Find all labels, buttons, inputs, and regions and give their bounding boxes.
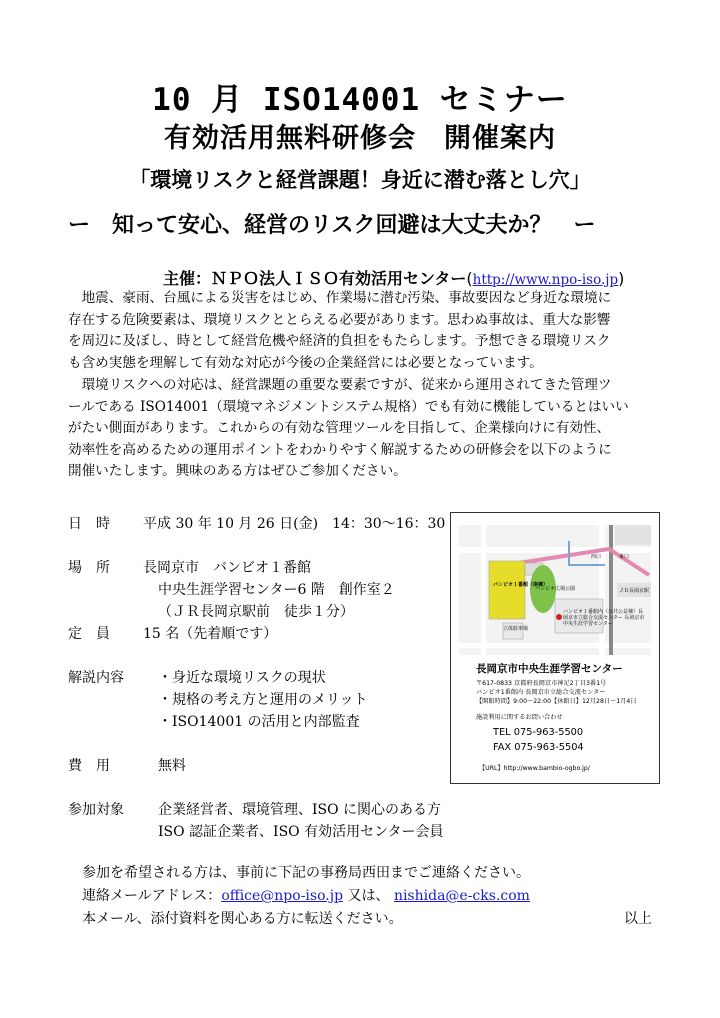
title-seminar: 10 月 ISO14001 セミナー xyxy=(152,82,568,118)
intro-line: 環境リスクへの対応は、経営課題の重要な要素ですが、従来から運用されてきた管理ツ xyxy=(68,377,612,393)
subtitle: ー 知って安心、経営のリスク回避は大丈夫か？ ー xyxy=(68,213,596,238)
access-map-box xyxy=(450,512,660,784)
footer-contact-line: 参加を希望される方は、事前に下記の事務局西田までご連絡ください。 xyxy=(82,865,530,881)
fee-label: 費 用 xyxy=(68,758,110,774)
map-label-parking: 立体駐車場 xyxy=(503,626,529,632)
intro-line: 開催いたします。興味のある方はぜひご参加ください。 xyxy=(68,463,407,480)
host-line xyxy=(163,266,624,289)
title-theme: 「環境リスクと経営課題！身近に潜む落とし穴」 xyxy=(129,168,591,192)
map-inquiry: 施設利用に関するお問い合わせ xyxy=(476,714,563,721)
mail-link-nishida[interactable]: nishida@e-cks.com xyxy=(393,888,530,904)
map-label-station: ＪＲ長岡京駅 xyxy=(619,588,650,594)
intro-line: 効率性を高めるための運用ポイントをわかりやすく解説するための研修会を以下のように xyxy=(68,441,612,458)
map-fax: FAX 075-963-5504 xyxy=(493,742,584,753)
map-center-name: 長岡京市中央生涯学習センター xyxy=(476,663,623,675)
map-label-center: バンビオ１番館内（公共公益棟）長岡京市立総合交流センター 長岡京市中央生涯学習センター xyxy=(563,609,645,627)
intro-paragraph-2 xyxy=(68,375,660,483)
footer-mail-line xyxy=(82,885,530,905)
map-postal: 〒617-0833 京都府長岡京市神足2丁目3番1号 xyxy=(476,680,607,687)
mail-label: 連絡メールアドレス： xyxy=(82,888,222,904)
intro-line: がたい側面があります。これからの有効な管理ツールを目指して、企業様向けに有効性、 xyxy=(68,420,611,437)
title-guidance: 有効活用無料研修会 開催案内 xyxy=(164,123,556,154)
content-item: ・ISO14001 の活用と内部監査 xyxy=(158,714,360,730)
intro-line: も含め実態を理解して有効な対応が今後の企業経営には必要となっています。 xyxy=(68,354,543,371)
map-label-bambio2: バンビオ広場公園 xyxy=(535,586,576,592)
target-label: 参加対象 xyxy=(68,802,124,818)
map-label-west-exit: 西口 xyxy=(591,554,602,560)
footer-forward-line: 本メール、添付資料を関心ある方に転送ください。 xyxy=(82,911,403,927)
place-label: 場 所 xyxy=(68,560,110,576)
date-value: 平成 30 年 10 月 26 日(金) 14：30～16：30 xyxy=(143,516,446,532)
paren-open: ( xyxy=(466,269,473,288)
place-line: （ＪＲ長岡京駅前 徒歩１分） xyxy=(158,604,354,620)
map-hours: 【開館時間】9:00～22:00【休館日】12月28日～1月4日 xyxy=(476,698,637,705)
mail-or: 又は、 xyxy=(343,888,394,904)
host-label: 主催：ＮＰＯ法人ＩＳＯ有効活用センター xyxy=(163,269,467,288)
intro-line: 存在する危険要素は、環境リスクととらえる必要があります。思わぬ事故は、重大な影響 xyxy=(68,311,611,328)
capacity-label: 定 員 xyxy=(68,626,110,642)
date-label: 日 時 xyxy=(68,516,110,532)
map-label-east-exit: 東口 xyxy=(619,554,630,560)
fee-value: 無料 xyxy=(158,758,186,774)
access-map xyxy=(459,525,651,655)
intro-line: 地震、豪雨、台風による災害をはじめ、作業場に潜む汚染、事故要因など身近な環境に xyxy=(68,290,612,306)
place-line: 長岡京市 バンビオ１番館 xyxy=(143,560,311,576)
intro-line: を周辺に及ぼし、時として経営危機や経済的負担をもたらします。予想できる環境リスク xyxy=(68,333,611,350)
content-label: 解説内容 xyxy=(68,670,124,686)
place-line: 中央生涯学習センター6 階 創作室２ xyxy=(158,582,395,598)
target-line: 企業経営者、環境管理、ISO に関心のある方 xyxy=(158,802,442,818)
mail-link-office[interactable]: office@npo-iso.jp xyxy=(221,888,344,904)
map-url: 【URL】http://www.bambio-ogbo.jp/ xyxy=(479,765,590,772)
content-item: ・規格の考え方と運用のメリット xyxy=(158,692,368,708)
map-building: バンビオ1番館内 長岡京市立総合交流センター xyxy=(476,689,606,696)
footer-end: 以上 xyxy=(624,911,652,927)
intro-paragraph-1 xyxy=(68,288,660,374)
map-tel: TEL 075-963-5500 xyxy=(493,727,584,738)
target-line: ISO 認証企業者、ISO 有効活用センター会員 xyxy=(158,824,444,840)
intro-line: ールである ISO14001（環境マネジメントシステム規格）でも有効に機能しているとはいい xyxy=(68,398,629,415)
capacity-value: 15 名（先着順です） xyxy=(143,626,278,642)
content-item: ・身近な環境リスクの現状 xyxy=(158,670,326,686)
paren-close: ) xyxy=(618,269,625,288)
map-label-bambio1: バンビオ１番館（南棟） xyxy=(493,582,549,588)
host-url-link[interactable]: http://www.npo-iso.jp xyxy=(472,272,619,288)
